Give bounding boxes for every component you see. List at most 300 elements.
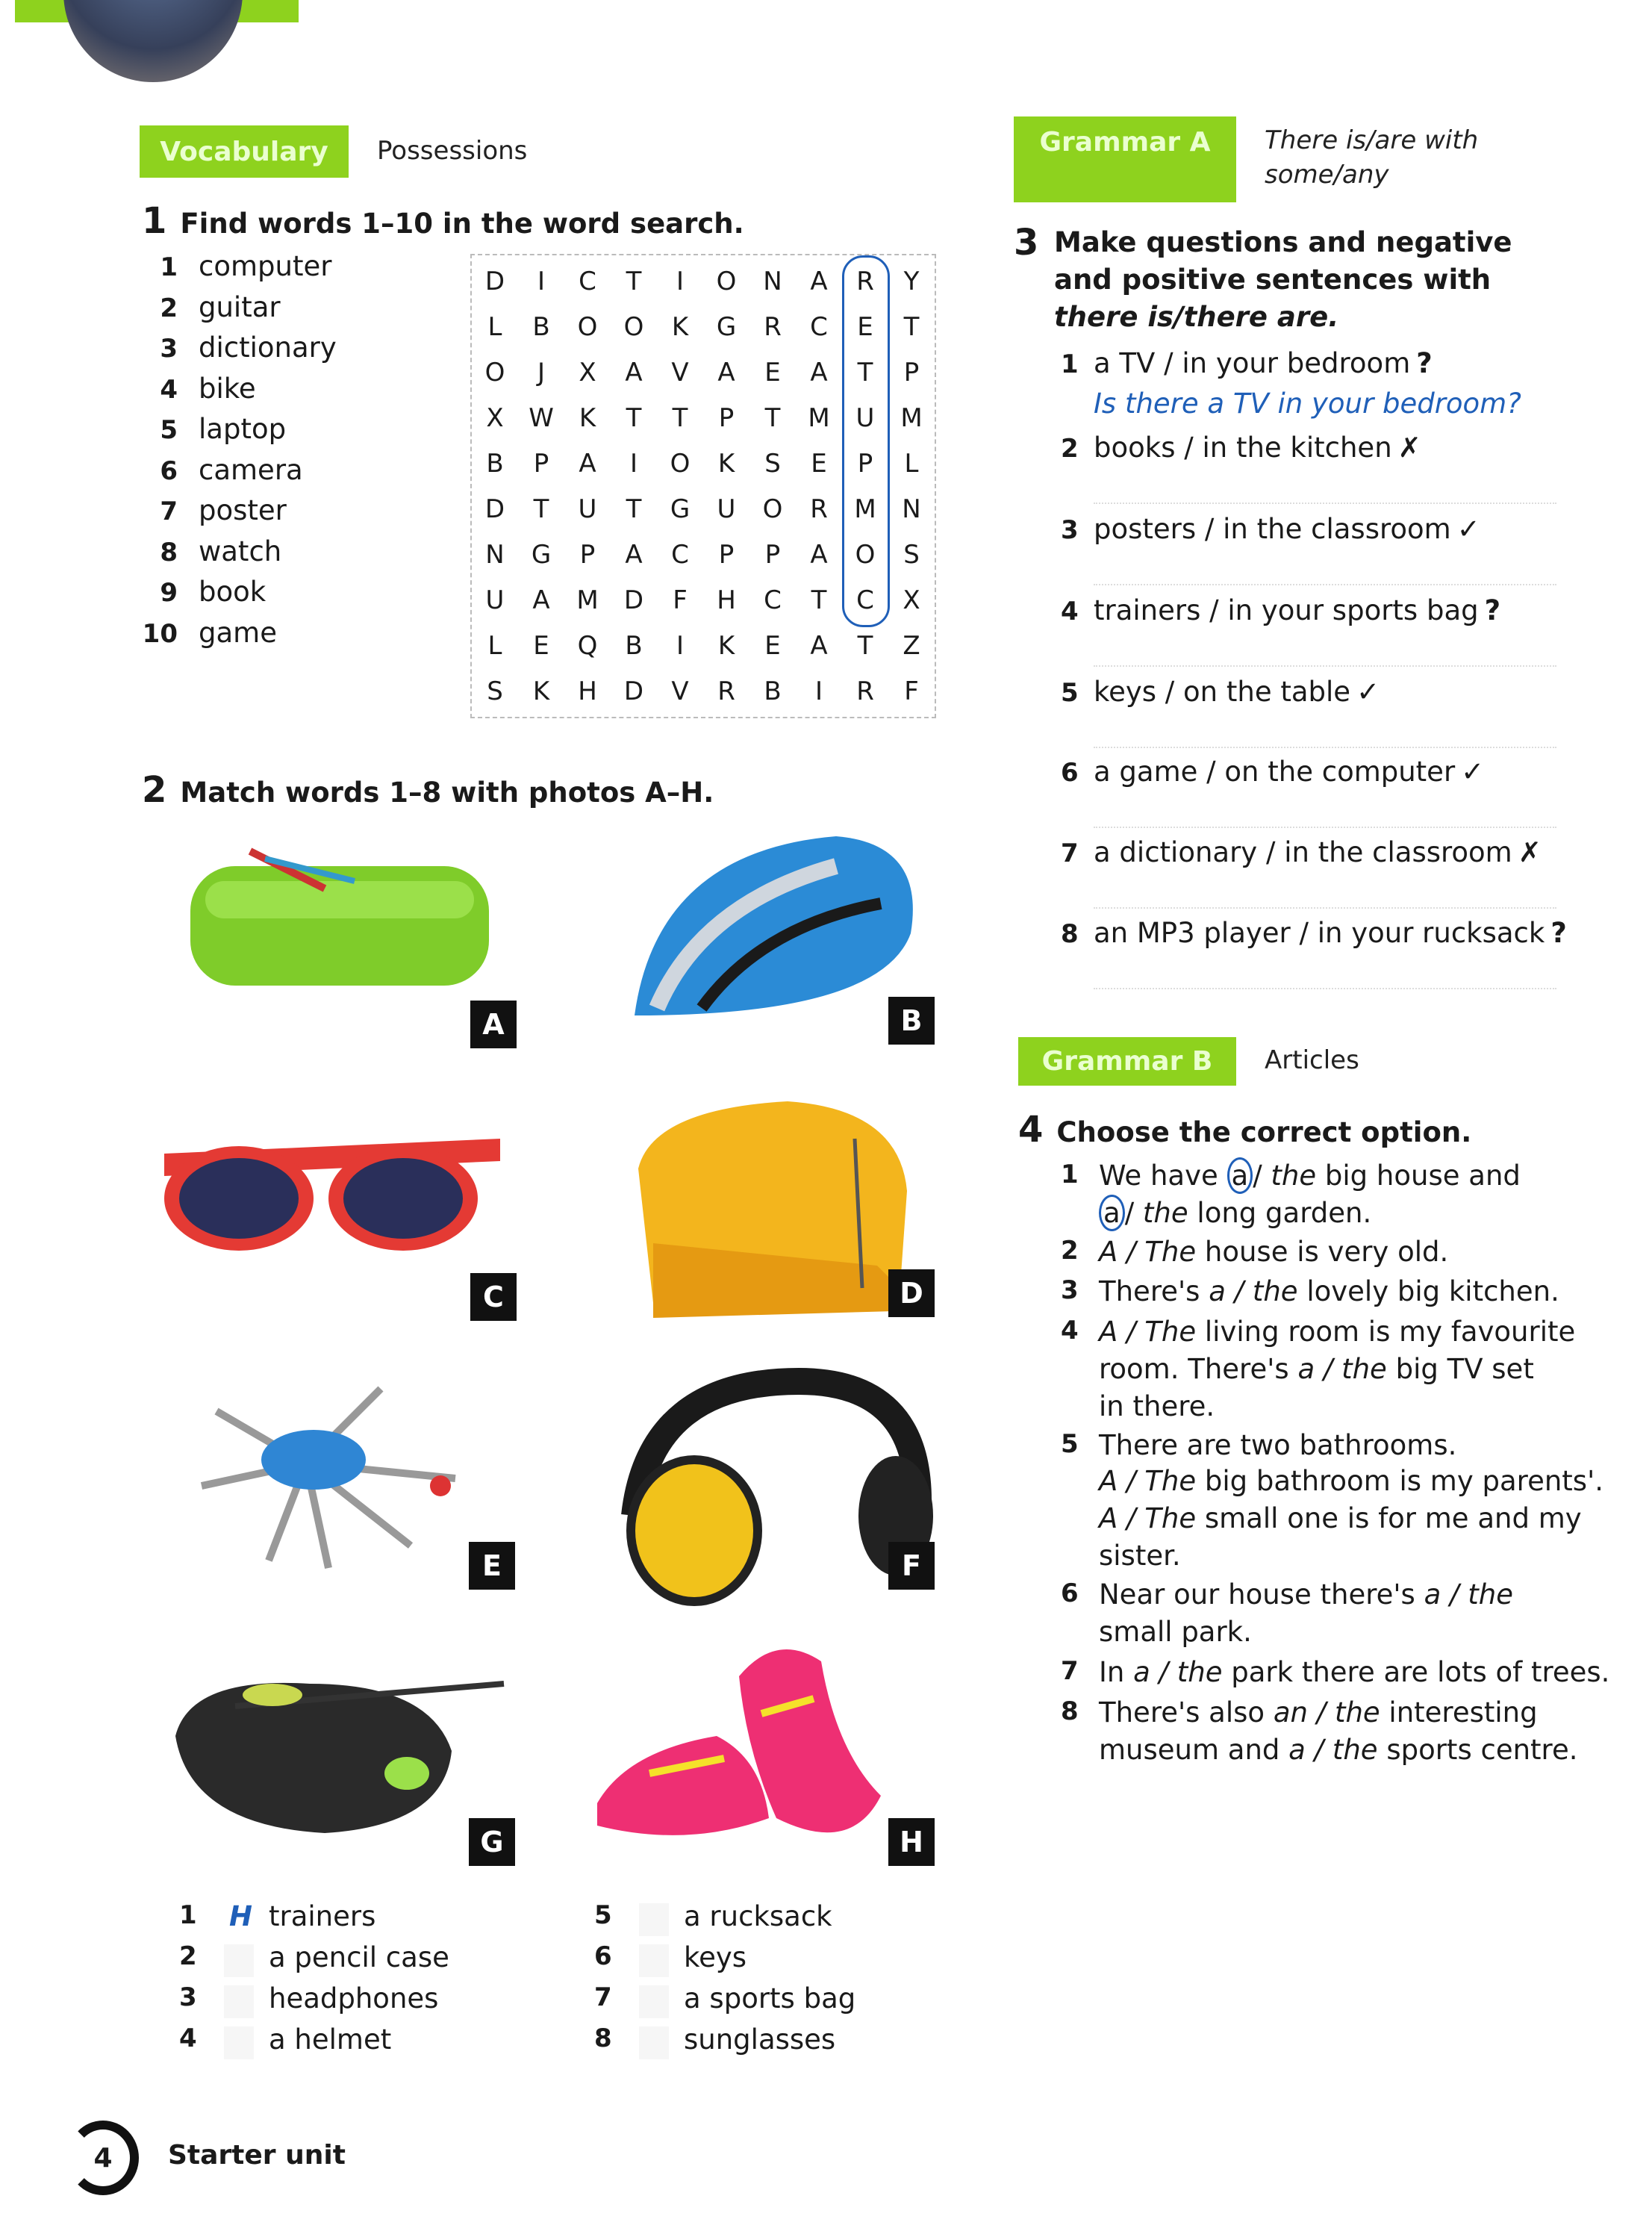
grid-letter: B	[625, 630, 643, 661]
pencil-case-icon	[160, 821, 519, 1068]
grid-letter: B	[486, 448, 504, 479]
item-prompt: books / in the kitchen	[1094, 432, 1392, 464]
grid-letter: C	[579, 266, 596, 296]
word-text: game	[199, 616, 277, 649]
ex3-item	[1061, 917, 1567, 949]
grid-letter: I	[537, 266, 546, 296]
item-number: 4	[1061, 1316, 1079, 1345]
ex3-item	[1061, 347, 1433, 379]
grid-letter: A	[810, 266, 828, 296]
photo-label: G	[469, 1818, 515, 1866]
photo-label: E	[469, 1542, 515, 1590]
photo-keys	[157, 1366, 515, 1613]
word-number: 1	[160, 252, 178, 282]
grid-letter: A	[579, 448, 596, 479]
grid-letter: T	[764, 402, 781, 433]
grid-letter: E	[811, 448, 827, 479]
word-list-item	[133, 494, 287, 526]
grid-letter: P	[857, 448, 873, 479]
match-answer-box[interactable]	[639, 1903, 669, 1936]
item-number: 7	[1061, 839, 1079, 868]
grid-letter: A	[625, 539, 643, 570]
item-number: 8	[1061, 1696, 1079, 1726]
match-word: sunglasses	[684, 2023, 836, 2056]
ex4-instruction: Choose the correct option.	[1056, 1116, 1472, 1148]
photo-label: B	[888, 997, 935, 1045]
grid-letter: K	[717, 630, 735, 661]
text-segment: small one is for me and my	[1196, 1502, 1582, 1534]
item-mark: ?	[1416, 347, 1433, 379]
text-segment: sister.	[1099, 1540, 1181, 1572]
grid-letter: R	[717, 676, 735, 706]
grid-letter: C	[764, 585, 782, 615]
grid-letter: E	[857, 311, 873, 342]
match-answer-box[interactable]	[639, 1985, 669, 2018]
item-number: 3	[1061, 515, 1079, 545]
item-text	[1099, 1197, 1371, 1229]
word-text: camera	[199, 453, 303, 486]
grid-letter: S	[487, 676, 503, 706]
ex4-heading	[1018, 1109, 1471, 1151]
photo-helmet	[612, 821, 970, 1068]
option-choice[interactable]: a / the	[1424, 1578, 1513, 1611]
grid-letter: I	[676, 630, 685, 661]
grid-letter: E	[533, 630, 549, 661]
item-number: 1	[1061, 1160, 1079, 1189]
circled-option[interactable]: a	[1227, 1157, 1253, 1194]
grid-letter: T	[626, 402, 642, 433]
match-item	[179, 2023, 552, 2061]
page-number: 4	[93, 2142, 113, 2174]
grid-letter: E	[764, 630, 781, 661]
word-text: poster	[199, 494, 287, 526]
grid-letter: K	[532, 676, 550, 706]
grid-letter: G	[531, 539, 552, 570]
word-text: watch	[199, 535, 282, 567]
photo-label: C	[470, 1273, 517, 1321]
grid-letter: N	[902, 494, 921, 524]
grid-letter: G	[716, 311, 737, 342]
item-text	[1099, 1353, 1534, 1385]
item-mark: ✓	[1461, 756, 1485, 788]
text-segment: room. There's	[1099, 1353, 1298, 1385]
option-choice[interactable]: A / The	[1099, 1465, 1197, 1497]
ex3-item	[1061, 756, 1484, 788]
ex3-item	[1061, 676, 1380, 708]
grid-letter: M	[854, 494, 876, 524]
option-choice[interactable]: an / the	[1273, 1696, 1380, 1729]
unit-name: Starter unit	[168, 2140, 346, 2171]
grid-letter: R	[856, 676, 874, 706]
grid-letter: C	[671, 539, 689, 570]
grid-letter: K	[717, 448, 735, 479]
word-text: dictionary	[199, 332, 337, 364]
grammar-b-tag: Grammar B	[1018, 1037, 1236, 1086]
circled-option[interactable]: a	[1099, 1195, 1125, 1231]
vocabulary-tag: Vocabulary	[140, 125, 349, 178]
option-choice[interactable]: A / The	[1099, 1502, 1197, 1534]
match-answer-box[interactable]	[639, 1944, 669, 1977]
item-number: 5	[1061, 678, 1079, 708]
word-list-item	[133, 413, 286, 445]
grid-letter: N	[485, 539, 505, 570]
grid-letter: U	[717, 494, 736, 524]
item-text	[1099, 1465, 1603, 1497]
answer-line[interactable]	[1094, 988, 1556, 989]
match-number: 4	[179, 2023, 197, 2053]
photo-trainers	[582, 1631, 941, 1878]
ex3-instruction-2: and positive sentences with	[1054, 264, 1492, 296]
word-number: 3	[160, 334, 178, 364]
grammar-a-topic-2: some/any	[1265, 160, 1389, 190]
grid-letter: A	[625, 357, 643, 388]
word-list-item	[133, 535, 281, 567]
text-segment: There's	[1099, 1275, 1209, 1307]
text-segment: park there are lots of trees.	[1222, 1656, 1610, 1688]
match-word: headphones	[269, 1982, 439, 2015]
item-number: 2	[1061, 434, 1079, 464]
word-text: laptop	[199, 413, 287, 445]
answer-line[interactable]	[1094, 827, 1556, 828]
text-segment: small park.	[1099, 1616, 1252, 1648]
grid-letter: B	[532, 311, 550, 342]
word-number: 2	[160, 293, 178, 323]
option-choice[interactable]: A / The	[1099, 1316, 1197, 1348]
match-answer-box[interactable]	[639, 2026, 669, 2059]
grid-letter: P	[764, 539, 781, 570]
item-mark: ?	[1550, 917, 1567, 949]
text-segment: museum and	[1099, 1734, 1289, 1766]
item-text	[1099, 1160, 1521, 1192]
text-segment: /	[1124, 1197, 1143, 1229]
grammar-a-tag: Grammar A	[1014, 116, 1236, 202]
grid-letter: C	[856, 585, 874, 615]
sunglasses-icon	[157, 1094, 515, 1340]
grid-letter: A	[532, 585, 550, 615]
grid-letter: T	[903, 311, 920, 342]
option-choice[interactable]: a / the	[1297, 1353, 1387, 1385]
item-number: 6	[1061, 1578, 1079, 1608]
option-choice[interactable]: a / the	[1209, 1275, 1298, 1307]
option-choice[interactable]: a / the	[1288, 1734, 1378, 1766]
answer-line[interactable]	[1094, 907, 1556, 909]
text-segment: In	[1099, 1656, 1134, 1688]
grid-letter: R	[810, 494, 828, 524]
word-number: 10	[142, 618, 178, 649]
grid-letter: T	[533, 494, 549, 524]
grid-letter: O	[855, 539, 876, 570]
grid-letter: S	[903, 539, 920, 570]
grid-letter: T	[672, 402, 688, 433]
word-number: 5	[160, 415, 178, 445]
item-text	[1099, 1316, 1575, 1348]
grid-letter: U	[485, 585, 505, 615]
ex3-number: 3	[1014, 222, 1039, 264]
text-segment: big house and	[1316, 1160, 1521, 1192]
item-prompt: trainers / in your sports bag	[1094, 594, 1479, 626]
photo-label: F	[888, 1542, 935, 1590]
item-mark: ✓	[1456, 513, 1480, 545]
item-text	[1099, 1656, 1609, 1688]
option-choice[interactable]: the	[1142, 1197, 1188, 1229]
word-number: 9	[160, 578, 178, 608]
item-text	[1099, 1275, 1559, 1307]
item-number: 5	[1061, 1429, 1079, 1459]
grid-letter: D	[623, 676, 644, 706]
item-prompt: a TV / in your bedroom	[1094, 347, 1411, 379]
item-number: 1	[1061, 349, 1079, 379]
grid-letter: T	[626, 494, 642, 524]
item-text	[1099, 1429, 1456, 1461]
photo-headphones	[605, 1366, 963, 1613]
word-number: 4	[160, 374, 178, 405]
item-mark: ✗	[1518, 836, 1542, 868]
grid-letter: A	[810, 630, 828, 661]
item-text	[1099, 1734, 1577, 1766]
match-item	[594, 1900, 967, 1938]
item-answer[interactable]: Is there a TV in your bedroom?	[1094, 388, 1521, 420]
keys-icon	[157, 1366, 515, 1613]
photo-label: A	[470, 1001, 517, 1048]
grid-letter: P	[903, 357, 920, 388]
grid-letter: U	[855, 402, 875, 433]
match-word: keys	[684, 1941, 747, 1973]
word-list-item	[133, 332, 337, 364]
grid-letter: F	[904, 676, 919, 706]
ex4-number: 4	[1018, 1109, 1044, 1151]
match-number: 8	[594, 2023, 612, 2053]
item-text	[1099, 1616, 1252, 1648]
grid-letter: O	[670, 448, 691, 479]
grid-letter: A	[810, 539, 828, 570]
match-word: a sports bag	[684, 1982, 856, 2015]
match-number: 2	[179, 1941, 197, 1971]
grid-letter: H	[578, 676, 597, 706]
grid-letter: D	[484, 494, 505, 524]
item-text	[1099, 1390, 1215, 1422]
text-segment: sports centre.	[1377, 1734, 1578, 1766]
grid-letter: I	[676, 266, 685, 296]
ex3-item	[1061, 836, 1542, 868]
match-word: a helmet	[269, 2023, 392, 2056]
word-search-grid	[470, 254, 936, 718]
grid-letter: T	[811, 585, 827, 615]
item-prompt: keys / on the table	[1094, 676, 1351, 708]
grid-letter: U	[578, 494, 597, 524]
match-item	[594, 2023, 967, 2061]
grid-letter: B	[764, 676, 782, 706]
grid-letter: O	[762, 494, 783, 524]
text-segment: /	[1253, 1160, 1271, 1192]
match-number: 7	[594, 1982, 612, 2012]
text-segment: lovely big kitchen.	[1297, 1275, 1559, 1307]
ex3-item	[1061, 432, 1421, 464]
grid-letter: T	[626, 266, 642, 296]
photo-sports-bag	[160, 1639, 519, 1885]
item-prompt: posters / in the classroom	[1094, 513, 1451, 545]
grid-letter: Y	[903, 266, 920, 296]
word-text: bike	[199, 372, 256, 405]
match-answer-box[interactable]	[224, 1944, 254, 1977]
grid-letter: O	[716, 266, 737, 296]
text-segment: We have	[1099, 1160, 1227, 1192]
answer-line[interactable]	[1094, 665, 1556, 667]
photo-rucksack	[608, 1094, 967, 1340]
item-prompt: an MP3 player / in your rucksack	[1094, 917, 1545, 949]
item-prompt: a dictionary / in the classroom	[1094, 836, 1512, 868]
match-number: 5	[594, 1900, 612, 1930]
grid-letter: D	[623, 585, 644, 615]
match-word: a rucksack	[684, 1900, 832, 1932]
ex1-instruction: Find words 1–10 in the word search.	[180, 208, 744, 240]
grammar-a-topic-1: There is/are with	[1265, 125, 1479, 155]
grid-letter: Q	[577, 630, 598, 661]
match-item	[594, 1941, 967, 1979]
grid-letter: P	[718, 539, 735, 570]
grid-letter: G	[670, 494, 691, 524]
photo-sunglasses	[157, 1094, 515, 1340]
text-segment: There are two bathrooms.	[1099, 1429, 1457, 1461]
ex1-heading	[142, 200, 744, 242]
match-item	[594, 1982, 967, 2020]
grid-letter: M	[900, 402, 923, 433]
grid-letter: O	[623, 311, 644, 342]
grid-letter: S	[764, 448, 781, 479]
match-answer-box[interactable]	[224, 1985, 254, 2018]
word-list-item	[133, 373, 256, 405]
item-mark: ?	[1484, 594, 1501, 626]
match-number: 1	[179, 1900, 197, 1930]
grid-letter: O	[577, 311, 598, 342]
grid-letter: L	[487, 630, 502, 661]
ex3-instruction-1: Make questions and negative	[1054, 226, 1512, 258]
grid-letter: D	[484, 266, 505, 296]
grid-letter: F	[673, 585, 688, 615]
grid-letter: X	[486, 402, 504, 433]
grid-letter: I	[629, 448, 638, 479]
grid-letter: V	[671, 357, 689, 388]
grid-letter: I	[814, 676, 823, 706]
grammar-b-topic: Articles	[1265, 1045, 1359, 1075]
option-choice[interactable]: the	[1271, 1160, 1317, 1192]
word-list-item	[133, 454, 303, 486]
grid-letter: M	[576, 585, 599, 615]
grid-letter: H	[717, 585, 736, 615]
grid-letter: L	[904, 448, 919, 479]
item-number: 8	[1061, 919, 1079, 949]
match-number: 6	[594, 1941, 612, 1971]
text-segment: interesting	[1380, 1696, 1538, 1729]
match-answer[interactable]: H	[229, 1900, 252, 1932]
item-prompt: a game / on the computer	[1094, 756, 1456, 788]
word-list-item	[133, 576, 266, 608]
grid-letter: W	[529, 402, 554, 433]
item-text	[1099, 1696, 1538, 1729]
item-text	[1099, 1236, 1448, 1268]
grid-letter: M	[808, 402, 830, 433]
item-number: 6	[1061, 758, 1079, 788]
item-number: 3	[1061, 1275, 1079, 1305]
grid-letter: A	[810, 357, 828, 388]
item-number: 2	[1061, 1236, 1079, 1266]
grid-letter: P	[533, 448, 549, 479]
grid-letter: X	[579, 357, 596, 388]
ex3-instruction-3: there is/there are.	[1054, 301, 1339, 333]
text-segment: Near our house there's	[1099, 1578, 1424, 1611]
option-choice[interactable]: A / The	[1099, 1236, 1197, 1268]
item-mark: ✗	[1397, 432, 1421, 464]
grid-letter: A	[717, 357, 735, 388]
answer-line[interactable]	[1094, 503, 1556, 504]
item-number: 4	[1061, 597, 1079, 626]
match-number: 3	[179, 1982, 197, 2012]
grid-letter: K	[579, 402, 596, 433]
grid-letter: J	[537, 357, 546, 388]
grid-letter: R	[856, 266, 874, 296]
photo-label: D	[888, 1269, 935, 1317]
word-list-item	[133, 250, 331, 282]
word-list-item	[133, 617, 277, 649]
unit-photo	[15, 0, 306, 90]
ex2-instruction: Match words 1–8 with photos A–H.	[180, 777, 714, 809]
ex3-item	[1061, 513, 1480, 545]
text-segment: long garden.	[1188, 1197, 1372, 1229]
grid-letter: R	[764, 311, 782, 342]
match-item	[179, 1941, 552, 1979]
word-number: 8	[160, 537, 178, 567]
grid-letter: T	[857, 630, 873, 661]
item-text	[1099, 1540, 1181, 1572]
grid-letter: P	[718, 402, 735, 433]
item-text	[1099, 1502, 1582, 1534]
text-segment: There's also	[1099, 1696, 1274, 1729]
word-text: computer	[199, 250, 332, 282]
grid-letter: V	[671, 676, 689, 706]
word-number: 7	[160, 497, 178, 526]
match-answer-box[interactable]	[224, 2026, 254, 2059]
grid-letter: X	[903, 585, 920, 615]
text-segment: big bathroom is my parents'.	[1196, 1465, 1604, 1497]
ex3-heading	[1014, 224, 1512, 336]
sports-bag-icon	[160, 1639, 519, 1885]
match-word: trainers	[269, 1900, 376, 1932]
word-text: guitar	[199, 290, 281, 323]
item-number: 7	[1061, 1656, 1079, 1686]
option-choice[interactable]: a / the	[1133, 1656, 1223, 1688]
grid-letter: O	[484, 357, 505, 388]
text-segment: house is very old.	[1196, 1236, 1449, 1268]
grid-letter: N	[763, 266, 782, 296]
grid-letter: L	[487, 311, 502, 342]
ex1-number: 1	[142, 200, 167, 242]
vocabulary-topic: Possessions	[377, 136, 528, 166]
grid-letter: P	[579, 539, 596, 570]
answer-line[interactable]	[1094, 584, 1556, 585]
text-segment: big TV set	[1386, 1353, 1534, 1385]
trainers-icon	[582, 1631, 941, 1878]
grid-letter: Z	[903, 630, 920, 661]
answer-line[interactable]	[1094, 747, 1556, 748]
photo-label: H	[888, 1818, 935, 1866]
match-word: a pencil case	[269, 1941, 449, 1973]
word-text: book	[199, 576, 266, 608]
match-item	[179, 1900, 552, 1938]
ex2-heading	[142, 769, 714, 811]
text-segment: in there.	[1099, 1390, 1215, 1422]
grid-letter: C	[810, 311, 828, 342]
word-number: 6	[160, 455, 178, 486]
item-text	[1099, 1578, 1513, 1611]
